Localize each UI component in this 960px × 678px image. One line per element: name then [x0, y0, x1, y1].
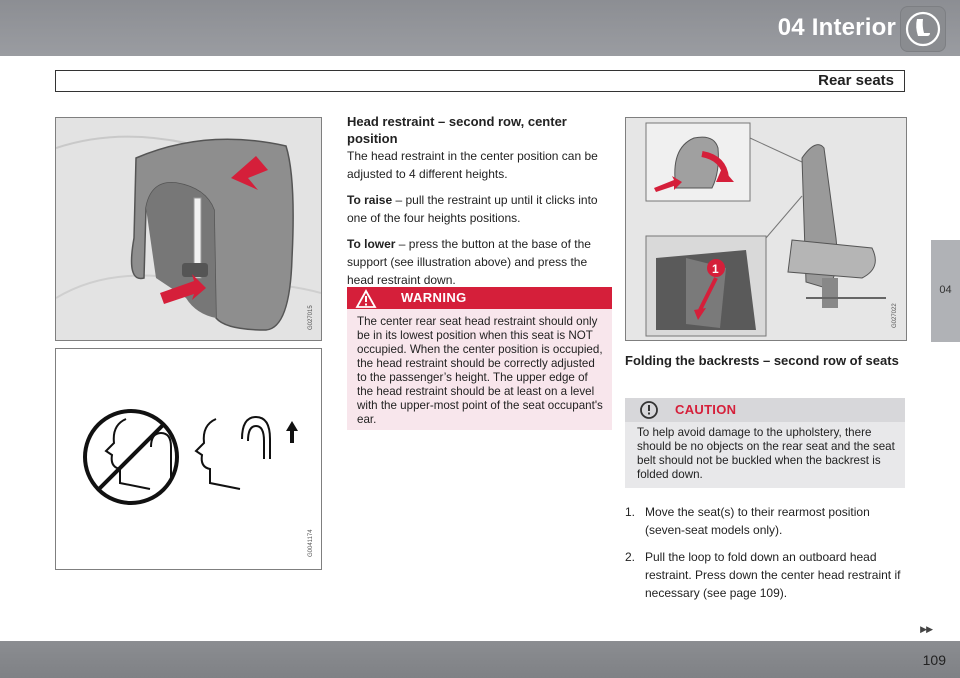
- figure-code: G027015: [308, 305, 314, 330]
- caution-label: CAUTION: [675, 402, 737, 417]
- seat-icon: [900, 6, 946, 52]
- warning-text: The center rear seat head restraint should only be in its lowest position when this seat is NOT occupied. When the center position is occupied, the head restraint should be correctly adjusted to the passenger’s height. The upper edge of the head restraint should be at least on a level with the upper-most point of the seat occupant's ear.: [357, 315, 603, 426]
- caution-text: To help avoid damage to the upholstery, there should be no objects on the rear seat and the seat belt should not be buckled when the backrest is folded down.: [637, 426, 895, 481]
- warning-triangle-icon: [355, 289, 377, 309]
- warning-label: WARNING: [401, 290, 467, 305]
- intro-text: The head restraint in the center position can be adjusted to 4 different heights.: [347, 149, 598, 181]
- section-heading: Folding the backrests – second row of seats: [625, 353, 899, 368]
- caution-exclamation-icon: [639, 400, 659, 420]
- folding-section: [625, 352, 905, 369]
- chapter-title: 04 Interior: [777, 14, 896, 41]
- chapter-side-tab[interactable]: [931, 240, 960, 342]
- warning-box: [347, 287, 612, 430]
- section-title: Rear seats: [818, 72, 894, 89]
- figure-code: G0041174: [308, 529, 314, 557]
- head-position-figure: [55, 348, 322, 570]
- footer-bar: [0, 641, 960, 678]
- folding-steps: [625, 503, 905, 611]
- raise-paragraph: [347, 191, 612, 227]
- caution-box: [625, 398, 905, 488]
- next-page-arrows[interactable]: ▶▶: [920, 624, 932, 634]
- head-position-illustration: [56, 349, 321, 569]
- seat-folding-illustration: [626, 118, 906, 340]
- step-number: 1.: [625, 505, 636, 519]
- list-item: [625, 503, 905, 539]
- lower-label: To lower: [347, 237, 396, 251]
- step-text: Move the seat(s) to their rearmost position (seven-seat models only).: [645, 505, 870, 537]
- step-number: 2.: [625, 550, 636, 564]
- section-heading: Head restraint – second row, center position: [347, 114, 567, 146]
- warning-header: [347, 287, 612, 309]
- seat-folding-figure: [625, 117, 907, 341]
- head-restraint-figure: [55, 117, 322, 341]
- lower-paragraph: [347, 235, 612, 289]
- figure-code: G027022: [892, 303, 898, 328]
- step-text: Pull the loop to fold down an outboard head restraint. Press down the center head restraint if necessary (see page 109).: [645, 550, 901, 600]
- head-restraint-section: [347, 113, 612, 297]
- page-number: 109: [922, 652, 946, 668]
- caution-header: [625, 398, 905, 422]
- callout-number: 1: [712, 262, 719, 276]
- lower-text: – press the button at the base of the support (see illustration above) and press the head restraint down.: [347, 237, 591, 287]
- section-bar: [55, 70, 905, 92]
- head-restraint-illustration: [56, 118, 321, 340]
- raise-text: – pull the restraint up until it clicks into one of the four heights positions.: [347, 193, 598, 225]
- list-item: [625, 548, 905, 602]
- side-tab-label: 04: [939, 284, 952, 296]
- raise-label: To raise: [347, 193, 393, 207]
